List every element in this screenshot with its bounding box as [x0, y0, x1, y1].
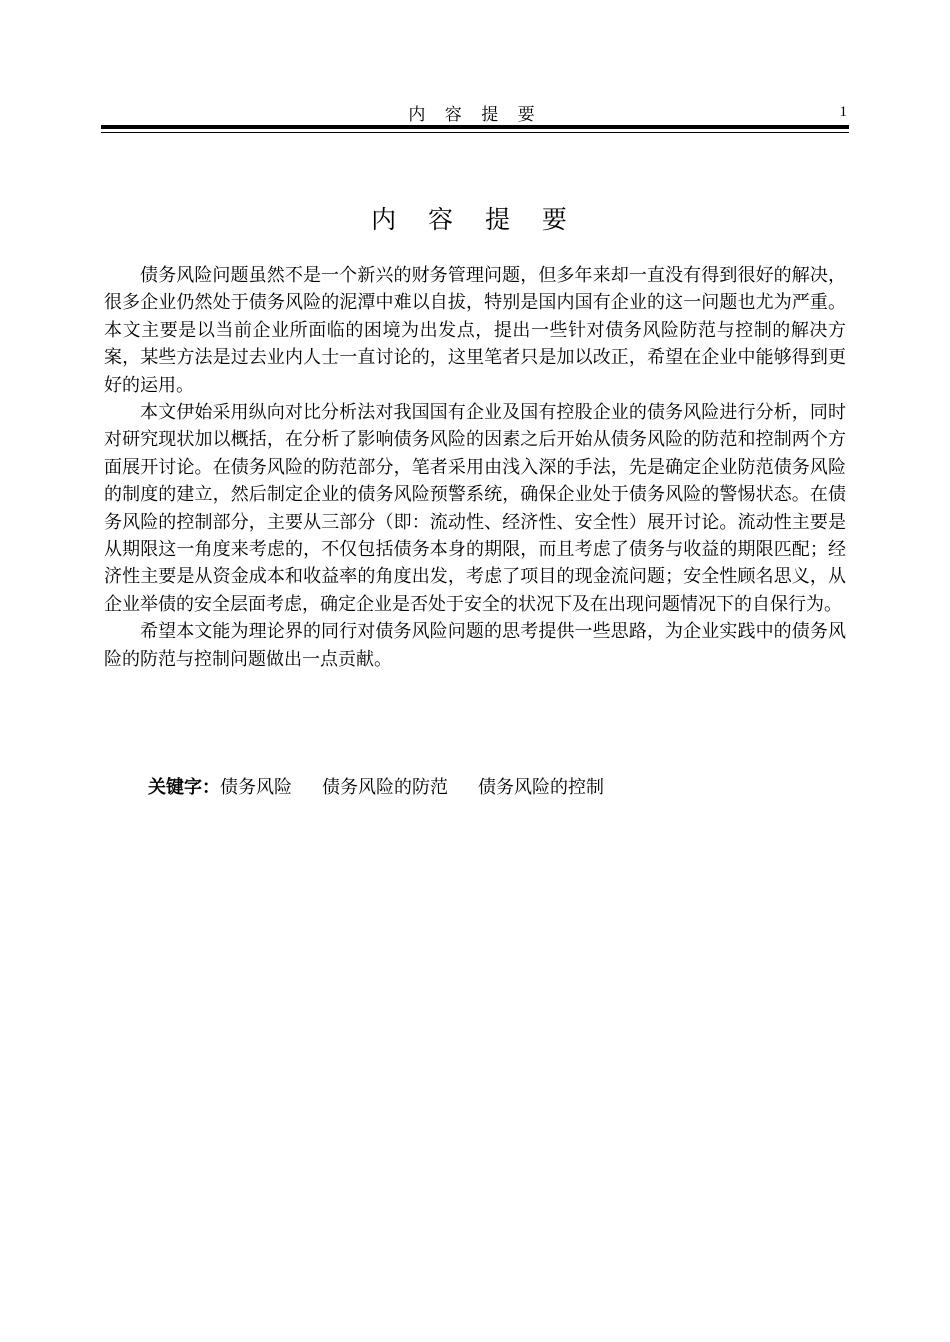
keyword-item: 债务风险的防范: [322, 777, 448, 798]
running-header-title: 内 容 提 要: [408, 105, 542, 125]
header-rule-thick: [101, 125, 849, 129]
page-title: 内 容 提 要: [371, 205, 579, 234]
abstract-body: [104, 262, 846, 673]
paragraph: 债务风险问题虽然不是一个新兴的财务管理问题，但多年来却一直没有得到很好的解决，很多企业仍然处于债务风险的泥潭中难以自拔，特别是国内国有企业的这一问题也尤为严重。本文主要是以当前企业所面临的困境为出发点，提出一些针对债务风险防范与控制的解决方案，某些方法是过去业内人士一直讨论的，这里笔者只是加以改正，希望在企业中能够得到更好的运用。: [104, 265, 846, 396]
paragraph: 本文伊始采用纵向对比分析法对我国国有企业及国有控股企业的债务风险进行分析，同时对研究现状加以概括，在分析了影响债务风险的因素之后开始从债务风险的防范和控制两个方面展开讨论。在债务风险的防范部分，笔者采用由浅入深的手法，先是确定企业防范债务风险的制度的建立，然后制定企业的债务风险预警系统，确保企业处于债务风险的警惕状态。在债务风险的控制部分，主要从三部分（即：流动性、经济性、安全性）展开讨论。流动性主要是从期限这一角度来考虑的，不仅包括债务本身的期限，而且考虑了债务与收益的期限匹配；经济性主要是从资金成本和收益率的角度出发，考虑了项目的现金流问题；安全性顾名思义，从企业举债的安全层面考虑，确定企业是否处于安全的状况下及在出现问题情况下的自保行为。: [104, 402, 846, 615]
running-header: [101, 98, 849, 124]
keyword-item: 债务风险: [220, 777, 292, 798]
paragraph: 希望本文能为理论界的同行对债务风险问题的思考提供一些思路，为企业实践中的债务风险的防范与控制问题做出一点贡献。: [104, 621, 846, 670]
keywords-line: [148, 774, 634, 802]
keywords-label: 关键字：: [148, 777, 220, 798]
header-rule-thin: [101, 132, 849, 133]
keyword-item: 债务风险的控制: [478, 777, 604, 798]
page-number: 1: [839, 104, 847, 120]
